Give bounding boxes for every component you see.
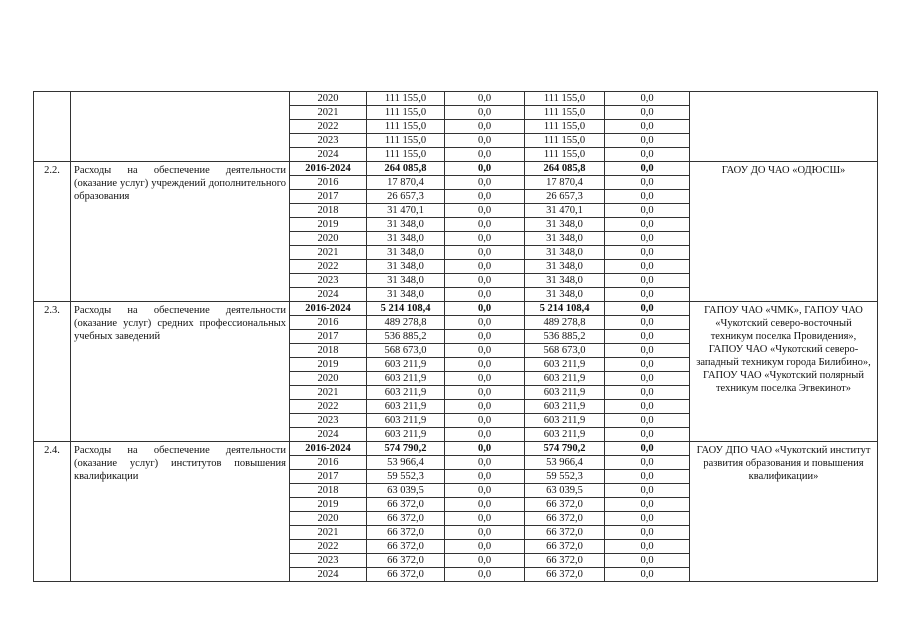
other-amount-cell: 0,0: [605, 470, 690, 484]
other-amount-cell: 0,0: [605, 540, 690, 554]
year-cell: 2023: [290, 414, 367, 428]
federal-amount-cell: 0,0: [445, 302, 525, 316]
total-amount-cell: 17 870,4: [367, 176, 445, 190]
year-cell: 2018: [290, 204, 367, 218]
federal-amount-cell: 0,0: [445, 330, 525, 344]
regional-amount-cell: 603 211,9: [525, 414, 605, 428]
other-amount-cell: 0,0: [605, 344, 690, 358]
regional-amount-cell: 59 552,3: [525, 470, 605, 484]
year-cell: 2016: [290, 456, 367, 470]
other-amount-cell: 0,0: [605, 428, 690, 442]
regional-amount-cell: 111 155,0: [525, 134, 605, 148]
federal-amount-cell: 0,0: [445, 162, 525, 176]
other-amount-cell: 0,0: [605, 288, 690, 302]
total-amount-cell: 31 348,0: [367, 246, 445, 260]
regional-amount-cell: 603 211,9: [525, 372, 605, 386]
federal-amount-cell: 0,0: [445, 190, 525, 204]
other-amount-cell: 0,0: [605, 92, 690, 106]
year-cell: 2016-2024: [290, 162, 367, 176]
responsible-executor: ГАПОУ ЧАО «ЧМК», ГАПОУ ЧАО «Чукотский северо-восточный техникум поселка Провидения», ГАПОУ ЧАО «Чукотский северо-западный техникум города Билибино», ГАПОУ ЧАО «Чукотский полярный техникум поселка Эгвекинот»: [690, 302, 878, 442]
item-number: 2.3.: [34, 302, 71, 442]
federal-amount-cell: 0,0: [445, 246, 525, 260]
regional-amount-cell: 536 885,2: [525, 330, 605, 344]
total-amount-cell: 111 155,0: [367, 148, 445, 162]
total-amount-cell: 53 966,4: [367, 456, 445, 470]
federal-amount-cell: 0,0: [445, 512, 525, 526]
federal-amount-cell: 0,0: [445, 288, 525, 302]
federal-amount-cell: 0,0: [445, 400, 525, 414]
responsible-executor: [690, 92, 878, 162]
year-cell: 2016-2024: [290, 302, 367, 316]
total-amount-cell: 111 155,0: [367, 120, 445, 134]
table-row: [34, 162, 878, 176]
year-cell: 2016: [290, 316, 367, 330]
year-cell: 2023: [290, 134, 367, 148]
other-amount-cell: 0,0: [605, 498, 690, 512]
federal-amount-cell: 0,0: [445, 540, 525, 554]
total-amount-cell: 568 673,0: [367, 344, 445, 358]
year-cell: 2021: [290, 246, 367, 260]
other-amount-cell: 0,0: [605, 204, 690, 218]
item-description: Расходы на обеспечение деятельности (оказание услуг) учреждений дополнительного образования: [71, 162, 290, 302]
federal-amount-cell: 0,0: [445, 414, 525, 428]
regional-amount-cell: 574 790,2: [525, 442, 605, 456]
other-amount-cell: 0,0: [605, 358, 690, 372]
year-cell: 2019: [290, 358, 367, 372]
regional-amount-cell: 489 278,8: [525, 316, 605, 330]
total-amount-cell: 489 278,8: [367, 316, 445, 330]
total-amount-cell: 536 885,2: [367, 330, 445, 344]
regional-amount-cell: 31 470,1: [525, 204, 605, 218]
regional-amount-cell: 66 372,0: [525, 526, 605, 540]
item-description: [71, 92, 290, 162]
total-amount-cell: 26 657,3: [367, 190, 445, 204]
federal-amount-cell: 0,0: [445, 358, 525, 372]
regional-amount-cell: 111 155,0: [525, 106, 605, 120]
total-amount-cell: 31 348,0: [367, 260, 445, 274]
federal-amount-cell: 0,0: [445, 442, 525, 456]
total-amount-cell: 66 372,0: [367, 568, 445, 582]
total-amount-cell: 603 211,9: [367, 358, 445, 372]
regional-amount-cell: 31 348,0: [525, 260, 605, 274]
year-cell: 2024: [290, 568, 367, 582]
other-amount-cell: 0,0: [605, 414, 690, 428]
other-amount-cell: 0,0: [605, 484, 690, 498]
regional-amount-cell: 66 372,0: [525, 540, 605, 554]
year-cell: 2024: [290, 288, 367, 302]
regional-amount-cell: 66 372,0: [525, 512, 605, 526]
other-amount-cell: 0,0: [605, 386, 690, 400]
total-amount-cell: 603 211,9: [367, 400, 445, 414]
regional-amount-cell: 17 870,4: [525, 176, 605, 190]
total-amount-cell: 31 348,0: [367, 288, 445, 302]
regional-amount-cell: 66 372,0: [525, 554, 605, 568]
other-amount-cell: 0,0: [605, 218, 690, 232]
other-amount-cell: 0,0: [605, 148, 690, 162]
total-amount-cell: 31 348,0: [367, 218, 445, 232]
federal-amount-cell: 0,0: [445, 120, 525, 134]
year-cell: 2017: [290, 330, 367, 344]
total-amount-cell: 111 155,0: [367, 92, 445, 106]
other-amount-cell: 0,0: [605, 316, 690, 330]
federal-amount-cell: 0,0: [445, 106, 525, 120]
other-amount-cell: 0,0: [605, 400, 690, 414]
total-amount-cell: 59 552,3: [367, 470, 445, 484]
federal-amount-cell: 0,0: [445, 218, 525, 232]
regional-amount-cell: 66 372,0: [525, 498, 605, 512]
total-amount-cell: 603 211,9: [367, 386, 445, 400]
other-amount-cell: 0,0: [605, 106, 690, 120]
regional-amount-cell: 63 039,5: [525, 484, 605, 498]
other-amount-cell: 0,0: [605, 372, 690, 386]
year-cell: 2022: [290, 400, 367, 414]
other-amount-cell: 0,0: [605, 162, 690, 176]
year-cell: 2024: [290, 148, 367, 162]
year-cell: 2021: [290, 106, 367, 120]
year-cell: 2020: [290, 232, 367, 246]
item-description: Расходы на обеспечение деятельности (оказание услуг) средних профессиональных учебных заведений: [71, 302, 290, 442]
item-number: 2.4.: [34, 442, 71, 582]
federal-amount-cell: 0,0: [445, 470, 525, 484]
other-amount-cell: 0,0: [605, 512, 690, 526]
federal-amount-cell: 0,0: [445, 232, 525, 246]
regional-amount-cell: 31 348,0: [525, 274, 605, 288]
total-amount-cell: 66 372,0: [367, 526, 445, 540]
other-amount-cell: 0,0: [605, 456, 690, 470]
year-cell: 2017: [290, 190, 367, 204]
regional-amount-cell: 603 211,9: [525, 400, 605, 414]
other-amount-cell: 0,0: [605, 526, 690, 540]
federal-amount-cell: 0,0: [445, 344, 525, 358]
year-cell: 2021: [290, 526, 367, 540]
total-amount-cell: 111 155,0: [367, 106, 445, 120]
regional-amount-cell: 5 214 108,4: [525, 302, 605, 316]
federal-amount-cell: 0,0: [445, 204, 525, 218]
year-cell: 2024: [290, 428, 367, 442]
other-amount-cell: 0,0: [605, 274, 690, 288]
item-number: 2.2.: [34, 162, 71, 302]
year-cell: 2020: [290, 372, 367, 386]
year-cell: 2022: [290, 120, 367, 134]
year-cell: 2017: [290, 470, 367, 484]
federal-amount-cell: 0,0: [445, 386, 525, 400]
year-cell: 2019: [290, 498, 367, 512]
regional-amount-cell: 568 673,0: [525, 344, 605, 358]
total-amount-cell: 66 372,0: [367, 540, 445, 554]
year-cell: 2021: [290, 386, 367, 400]
other-amount-cell: 0,0: [605, 134, 690, 148]
year-cell: 2019: [290, 218, 367, 232]
federal-amount-cell: 0,0: [445, 92, 525, 106]
other-amount-cell: 0,0: [605, 330, 690, 344]
regional-amount-cell: 111 155,0: [525, 120, 605, 134]
regional-amount-cell: 31 348,0: [525, 232, 605, 246]
year-cell: 2022: [290, 260, 367, 274]
regional-amount-cell: 31 348,0: [525, 246, 605, 260]
regional-amount-cell: 53 966,4: [525, 456, 605, 470]
other-amount-cell: 0,0: [605, 260, 690, 274]
total-amount-cell: 31 470,1: [367, 204, 445, 218]
table-row: [34, 92, 878, 106]
year-cell: 2020: [290, 512, 367, 526]
total-amount-cell: 31 348,0: [367, 274, 445, 288]
total-amount-cell: 5 214 108,4: [367, 302, 445, 316]
other-amount-cell: 0,0: [605, 554, 690, 568]
other-amount-cell: 0,0: [605, 190, 690, 204]
other-amount-cell: 0,0: [605, 302, 690, 316]
federal-amount-cell: 0,0: [445, 456, 525, 470]
federal-amount-cell: 0,0: [445, 316, 525, 330]
regional-amount-cell: 31 348,0: [525, 218, 605, 232]
federal-amount-cell: 0,0: [445, 498, 525, 512]
regional-amount-cell: 264 085,8: [525, 162, 605, 176]
regional-amount-cell: 111 155,0: [525, 92, 605, 106]
year-cell: 2018: [290, 484, 367, 498]
year-cell: 2016: [290, 176, 367, 190]
federal-amount-cell: 0,0: [445, 134, 525, 148]
item-description: Расходы на обеспечение деятельности (оказание услуг) институтов повышения квалификации: [71, 442, 290, 582]
item-number: [34, 92, 71, 162]
other-amount-cell: 0,0: [605, 568, 690, 582]
federal-amount-cell: 0,0: [445, 274, 525, 288]
regional-amount-cell: 603 211,9: [525, 386, 605, 400]
other-amount-cell: 0,0: [605, 232, 690, 246]
total-amount-cell: 603 211,9: [367, 414, 445, 428]
regional-amount-cell: 31 348,0: [525, 288, 605, 302]
federal-amount-cell: 0,0: [445, 176, 525, 190]
federal-amount-cell: 0,0: [445, 568, 525, 582]
total-amount-cell: 66 372,0: [367, 554, 445, 568]
federal-amount-cell: 0,0: [445, 372, 525, 386]
total-amount-cell: 603 211,9: [367, 428, 445, 442]
total-amount-cell: 66 372,0: [367, 498, 445, 512]
regional-amount-cell: 111 155,0: [525, 148, 605, 162]
total-amount-cell: 66 372,0: [367, 512, 445, 526]
year-cell: 2023: [290, 274, 367, 288]
total-amount-cell: 264 085,8: [367, 162, 445, 176]
federal-amount-cell: 0,0: [445, 554, 525, 568]
responsible-executor: ГАОУ ДПО ЧАО «Чукотский институт развития образования и повышения квалификации»: [690, 442, 878, 582]
responsible-executor: ГАОУ ДО ЧАО «ОДЮСШ»: [690, 162, 878, 302]
federal-amount-cell: 0,0: [445, 260, 525, 274]
regional-amount-cell: 66 372,0: [525, 568, 605, 582]
year-cell: 2023: [290, 554, 367, 568]
other-amount-cell: 0,0: [605, 246, 690, 260]
total-amount-cell: 603 211,9: [367, 372, 445, 386]
federal-amount-cell: 0,0: [445, 428, 525, 442]
expenses-table: [33, 91, 878, 582]
federal-amount-cell: 0,0: [445, 526, 525, 540]
other-amount-cell: 0,0: [605, 120, 690, 134]
federal-amount-cell: 0,0: [445, 148, 525, 162]
other-amount-cell: 0,0: [605, 176, 690, 190]
total-amount-cell: 111 155,0: [367, 134, 445, 148]
total-amount-cell: 574 790,2: [367, 442, 445, 456]
other-amount-cell: 0,0: [605, 442, 690, 456]
total-amount-cell: 63 039,5: [367, 484, 445, 498]
table-body: [34, 92, 878, 582]
table-row: [34, 302, 878, 316]
regional-amount-cell: 603 211,9: [525, 428, 605, 442]
year-cell: 2022: [290, 540, 367, 554]
year-cell: 2018: [290, 344, 367, 358]
year-cell: 2016-2024: [290, 442, 367, 456]
federal-amount-cell: 0,0: [445, 484, 525, 498]
regional-amount-cell: 26 657,3: [525, 190, 605, 204]
total-amount-cell: 31 348,0: [367, 232, 445, 246]
table-row: [34, 442, 878, 456]
year-cell: 2020: [290, 92, 367, 106]
regional-amount-cell: 603 211,9: [525, 358, 605, 372]
